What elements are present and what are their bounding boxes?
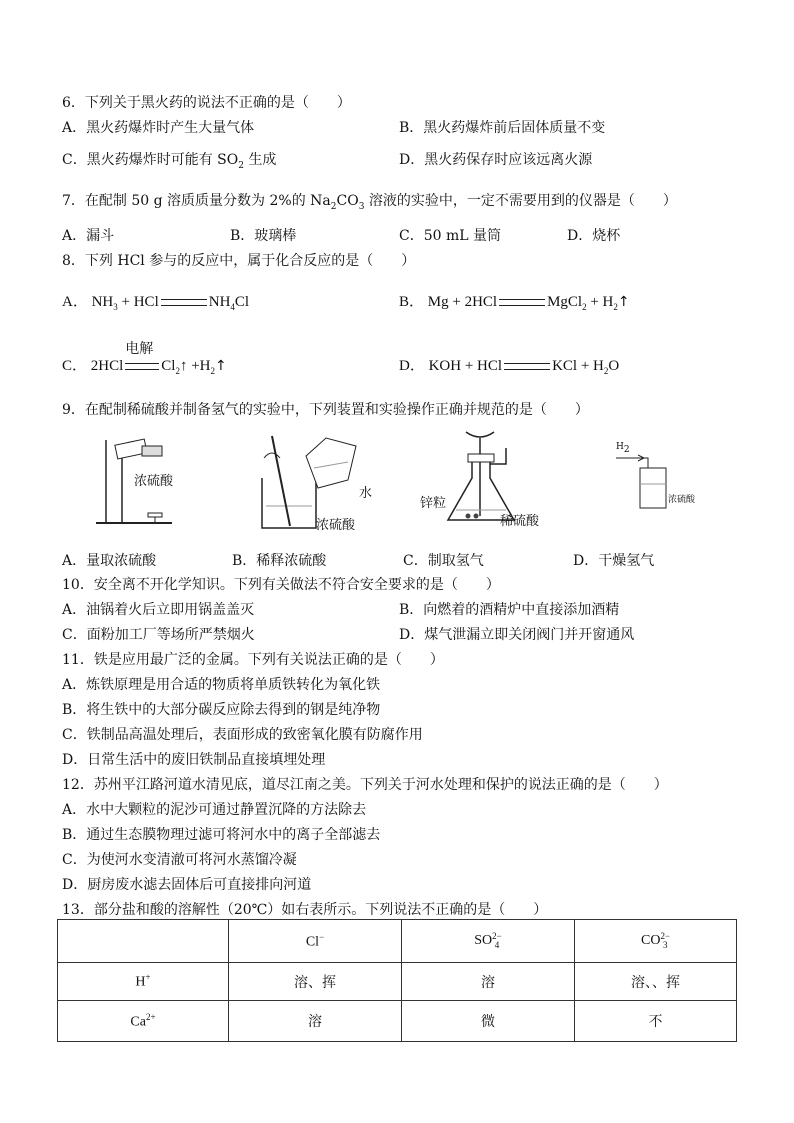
gas-arrow-icon: ↑ xyxy=(215,358,227,374)
q13-stem: 13．部分盐和酸的溶解性（20℃）如右表所示。下列说法不正确的是（ ） xyxy=(62,902,548,918)
q10-option-a: A．油锅着火后立即用锅盖盖灭 xyxy=(62,602,255,618)
table-cell: 溶、、挥 xyxy=(575,963,737,1001)
q6-option-b: B．黑火药爆炸前后固体质量不变 xyxy=(399,120,606,136)
figure-a-label: 浓硫酸 xyxy=(134,474,174,489)
solubility-table xyxy=(57,919,737,1042)
q8-option-a: A． $NH_3$ + HCl $NH_4Cl$ xyxy=(62,294,250,312)
table-cell: 溶、挥 xyxy=(229,963,402,1001)
figure-make-hydrogen xyxy=(420,428,550,533)
q11-option-c: C．铁制品高温处理后，表面形成的致密氧化膜有防腐作用 xyxy=(62,727,423,743)
figure-b-label-acid: 浓硫酸 xyxy=(316,518,356,533)
figure-d-label-acid: 浓硫酸 xyxy=(668,495,696,505)
gas-arrow-icon: ↑ xyxy=(617,294,630,310)
q12-option-d: D．厨房废水滤去固体后可直接排向河道 xyxy=(62,877,312,893)
q7-stem: 7．在配制 50 g 溶质质量分数为 2%的 $Na_2CO_3$ 溶液的实验中，一定不需要用到的仪器是（ ） xyxy=(62,193,677,212)
q6-option-a: A．黑火药爆炸时产生大量气体 xyxy=(62,120,255,136)
figure-c-label-acid: 稀硫酸 xyxy=(500,514,540,529)
gas-wash-bottle-icon xyxy=(612,448,702,518)
q7-option-b: B．玻璃棒 xyxy=(230,228,297,244)
table-header-cell: CO 2− 3 xyxy=(575,920,737,963)
q9-option-d: D．干燥氢气 xyxy=(573,553,655,569)
q8-option-d: D． KOH + HCl KCl + $H_2O$ xyxy=(399,358,620,376)
q11-stem: 11．铁是应用最广泛的金属。下列有关说法正确的是（ ） xyxy=(62,652,444,668)
table-corner-cell xyxy=(58,920,229,963)
figure-b-label-water: 水 xyxy=(359,486,373,501)
q10-option-d: D．煤气泄漏立即关闭阀门并开窗通风 xyxy=(399,627,635,643)
q10-option-b: B．向燃着的酒精炉中直接添加酒精 xyxy=(399,602,620,618)
q7-option-c: C．50 mL 量筒 xyxy=(399,228,501,244)
q9-stem: 9．在配制稀硫酸并制备氢气的实验中，下列装置和实验操作正确并规范的是（ ） xyxy=(62,402,589,418)
table-header-cell: Cl− xyxy=(229,920,402,963)
table-row xyxy=(58,963,737,1001)
figure-measure-acid xyxy=(92,428,192,528)
q6-option-c: C．黑火药爆炸时可能有 $SO_2$ 生成 xyxy=(62,152,277,171)
figure-c-label-zinc: 锌粒 xyxy=(420,496,447,511)
q6-option-d: D．黑火药保存时应该远离火源 xyxy=(399,152,593,168)
equals-sign xyxy=(499,299,545,306)
reaction-condition: 电解 xyxy=(125,342,154,357)
table-header-cell: SO 2− 4 xyxy=(402,920,575,963)
table-header-row xyxy=(58,920,737,963)
q12-option-c: C．为使河水变清澈可将河水蒸馏冷凝 xyxy=(62,852,297,868)
q7-option-a: A．漏斗 xyxy=(62,228,115,244)
table-row-header: $Ca^{2+}$ xyxy=(58,1001,229,1042)
q7-option-d: D．烧杯 xyxy=(567,228,621,244)
figure-dilute-acid xyxy=(256,428,376,533)
q6-stem: 6．下列关于黑火药的说法不正确的是（ ） xyxy=(62,95,351,111)
q11-option-d: D．日常生活中的废旧铁制品直接填埋处理 xyxy=(62,752,326,768)
q9-option-a: A．量取浓硫酸 xyxy=(62,553,157,569)
q12-option-b: B．通过生态膜物理过滤可将河水中的离子全部滤去 xyxy=(62,827,381,843)
q8-option-c: C． 2HCl 电解 $Cl_2↑$ $+H_2↑$ xyxy=(62,354,227,376)
q10-stem: 10．安全离不开化学知识。下列有关做法不符合安全要求的是（ ） xyxy=(62,577,500,593)
q8-stem: 8．下列 HCl 参与的反应中，属于化合反应的是（ ） xyxy=(62,253,416,269)
figure-d-label-h2: $H_2$ xyxy=(616,442,630,455)
table-cell: 不 xyxy=(575,1001,737,1042)
q11-option-b: B．将生铁中的大部分碳反应除去得到的钢是纯净物 xyxy=(62,702,381,718)
equals-sign xyxy=(161,299,207,306)
q12-stem: 12．苏州平江路河道水清见底，道尽江南之美。下列关于河水处理和保护的说法正确的是（ ） xyxy=(62,777,668,793)
q11-option-a: A．炼铁原理是用合适的物质将单质铁转化为氧化铁 xyxy=(62,677,381,693)
table-cell: 溶 xyxy=(229,1001,402,1042)
table-cell: 溶 xyxy=(402,963,575,1001)
table-row-header: H+ xyxy=(58,963,229,1001)
table-row xyxy=(58,1001,737,1042)
q10-option-c: C．面粉加工厂等场所严禁烟火 xyxy=(62,627,255,643)
q12-option-a: A．水中大颗粒的泥沙可通过静置沉降的方法除去 xyxy=(62,802,367,818)
equals-sign xyxy=(504,363,550,370)
equals-sign xyxy=(125,363,159,370)
table-cell: 微 xyxy=(402,1001,575,1042)
q9-option-b: B．稀释浓硫酸 xyxy=(232,553,327,569)
q8-option-b: B． Mg + 2HCl MgCl$_2$ + $H_2↑$ xyxy=(399,294,630,312)
figure-dry-hydrogen xyxy=(612,442,702,518)
q9-option-c: C．制取氢气 xyxy=(403,553,484,569)
